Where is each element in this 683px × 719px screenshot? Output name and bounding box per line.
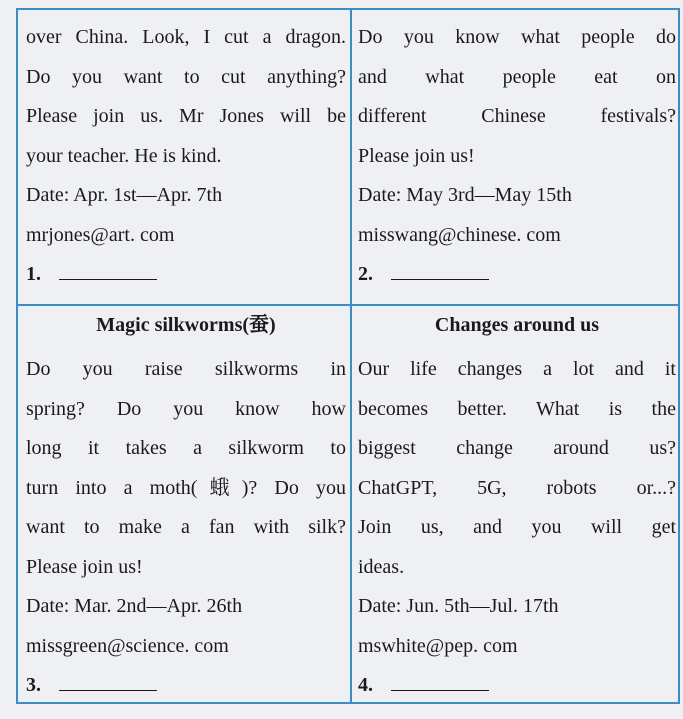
answer-3: [26, 666, 346, 706]
ad2-line: different Chinese festivals?: [358, 105, 676, 127]
ad2-email: misswang@chinese. com: [358, 223, 561, 246]
ad4-line: becomes better. What is the: [358, 397, 676, 420]
answer-1: [26, 255, 346, 295]
ad3-date: Date: Mar. 2nd—Apr. 26th: [26, 595, 243, 617]
answer-4: [358, 666, 676, 706]
ad4-line: ideas.: [358, 555, 405, 578]
ad3-email: missgreen@science. com: [26, 634, 229, 657]
ad3-line: want to make a fan with silk?: [26, 516, 346, 538]
ad1-line: over China. Look, I cut a dragon.: [26, 26, 346, 48]
answer-number: 1.: [26, 263, 41, 285]
answer-number: 2.: [358, 263, 373, 285]
ad-cell-1: [26, 18, 346, 295]
ad-cell-3: [26, 312, 346, 706]
ad3-line: spring? Do you know how: [26, 397, 346, 420]
ad3-line: long it takes a silkworm to: [26, 437, 346, 459]
ad2-line: Do you know what people do: [358, 26, 676, 48]
ad4-title: Changes around us: [434, 314, 600, 336]
ad3-line: Do you raise silkworms in: [26, 358, 346, 380]
ad-cell-4: [358, 312, 676, 706]
answer-blank-3[interactable]: [59, 672, 157, 691]
ad2-date: Date: May 3rd—May 15th: [358, 184, 572, 206]
ad4-line: Join us, and you will get: [358, 516, 676, 538]
ad3-title: Magic silkworms(蚕): [96, 314, 276, 336]
ad4-date: Date: Jun. 5th—Jul. 17th: [358, 595, 559, 617]
answer-2: [358, 255, 676, 295]
ad1-email: mrjones@art. com: [26, 223, 175, 246]
answer-blank-4[interactable]: [391, 672, 489, 691]
vertical-divider: [350, 10, 352, 702]
answer-number: 3.: [26, 674, 41, 696]
ad2-line: and what people eat on: [358, 65, 676, 88]
ad2-line: Please join us!: [358, 144, 475, 167]
ad4-line: ChatGPT, 5G, robots or...?: [358, 476, 676, 499]
answer-blank-1[interactable]: [59, 261, 157, 280]
ad1-line: Please join us. Mr Jones will be: [26, 105, 346, 127]
ad4-email: mswhite@pep. com: [358, 634, 518, 657]
ad4-line: biggest change around us?: [358, 437, 676, 459]
ad3-line: Please join us!: [26, 555, 143, 578]
answer-blank-2[interactable]: [391, 261, 489, 280]
answer-number: 4.: [358, 674, 373, 696]
ad1-date: Date: Apr. 1st—Apr. 7th: [26, 184, 223, 206]
ad1-line: Do you want to cut anything?: [26, 65, 346, 88]
ad4-line: Our life changes a lot and it: [358, 358, 676, 380]
ads-grid: [16, 8, 680, 704]
horizontal-divider: [18, 304, 678, 306]
ad1-line: your teacher. He is kind.: [26, 144, 222, 167]
ad-cell-2: [358, 18, 676, 295]
ad3-line: turn into a moth(蛾)? Do you: [26, 476, 346, 499]
